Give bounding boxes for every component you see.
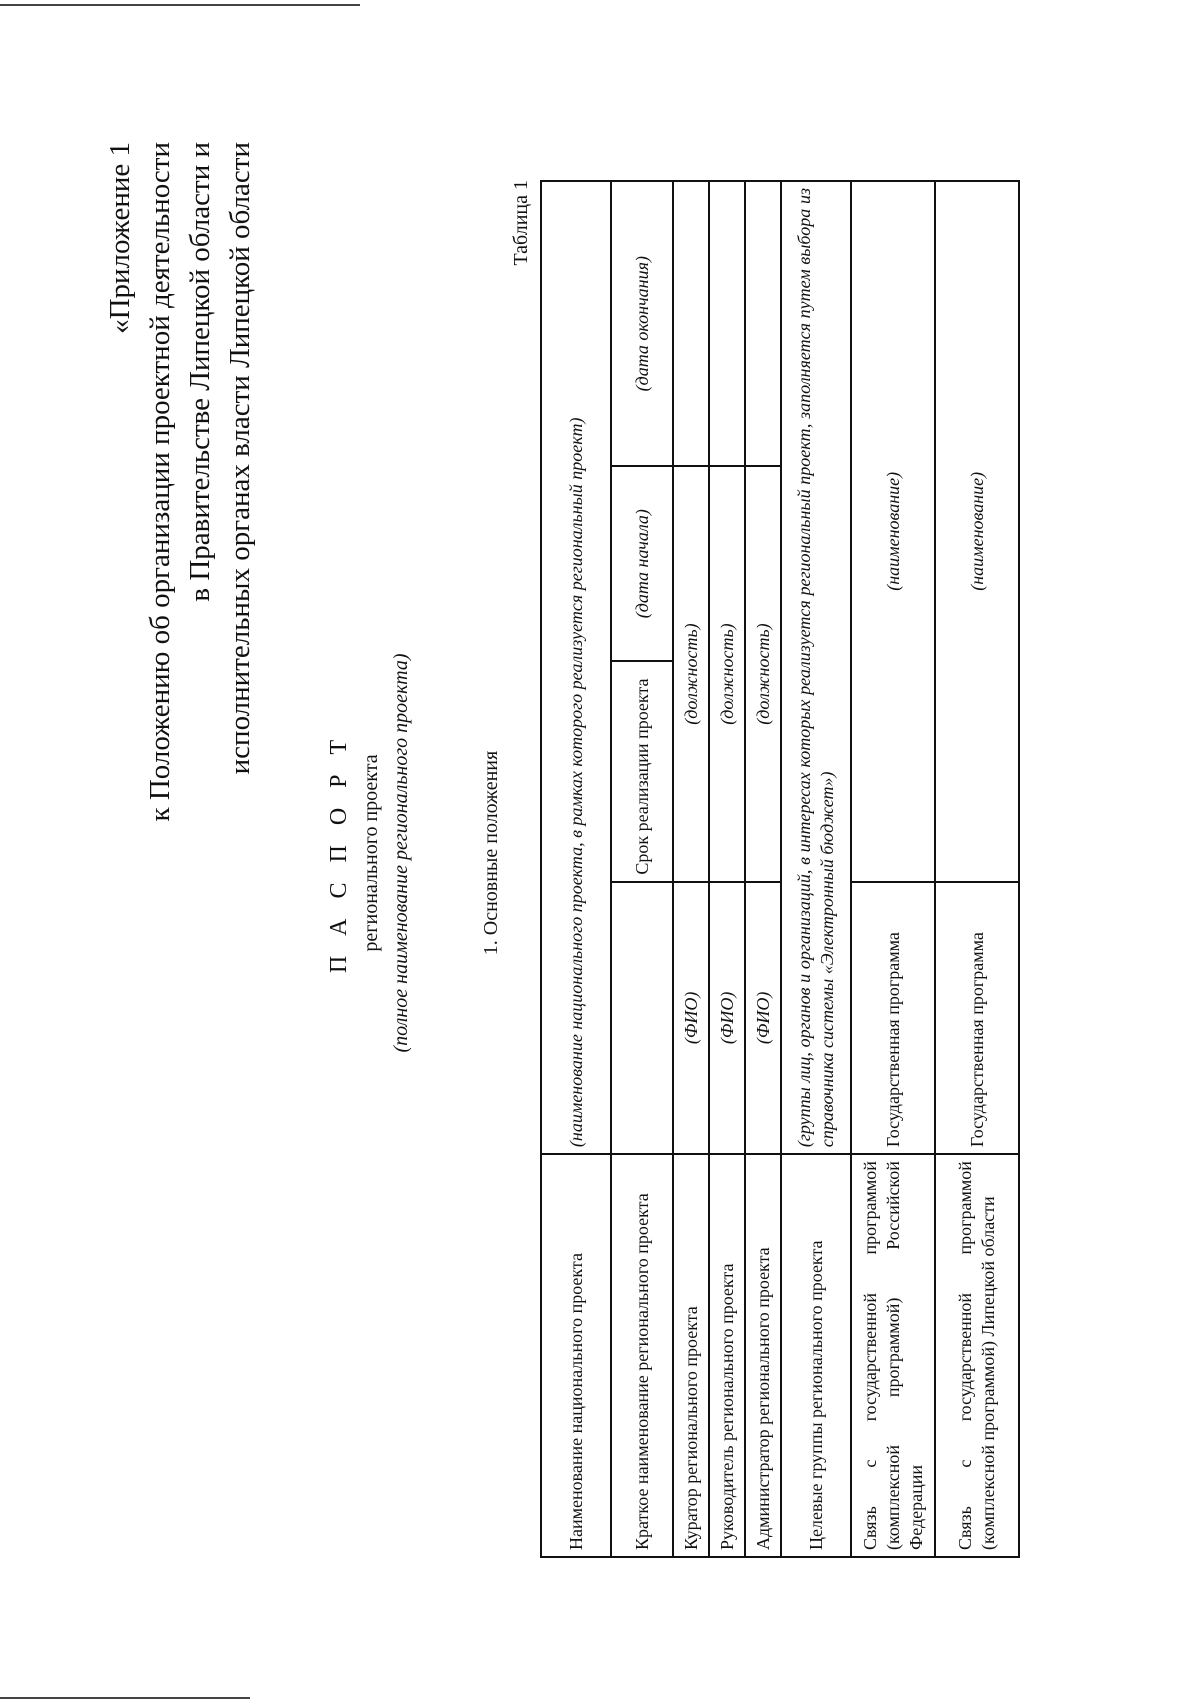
table-label: Таблица 1 bbox=[510, 180, 532, 266]
appendix-header bbox=[100, 142, 260, 822]
document-subtitle: регионального проекта bbox=[360, 754, 382, 952]
head-fio: (ФИО) bbox=[709, 882, 745, 1154]
head-label: Руководитель регионального проекта bbox=[709, 1154, 745, 1557]
end-date: (дата окончания) bbox=[611, 181, 673, 466]
short-name-value bbox=[611, 882, 673, 1154]
table-row bbox=[541, 181, 611, 1557]
regional-program-type: Государственная программа bbox=[935, 882, 1019, 1154]
federal-program-type: Государственная программа bbox=[851, 882, 935, 1154]
curator-fio: (ФИО) bbox=[673, 882, 709, 1154]
appendix-line-2: к Положению об организации проектной деятельности bbox=[144, 142, 176, 822]
appendix-line-4: исполнительных органах власти Липецкой области bbox=[224, 142, 256, 775]
table-row bbox=[611, 181, 673, 1557]
appendix-line-3: в Правительстве Липецкой области и bbox=[184, 142, 216, 602]
curator-label: Куратор регионального проекта bbox=[673, 1154, 709, 1557]
short-name-label: Краткое наименование регионального проекта bbox=[611, 1154, 673, 1557]
regional-program-name: (наименование) bbox=[935, 181, 1019, 882]
section-heading: 1. Основные положения bbox=[480, 750, 502, 956]
title-block bbox=[322, 0, 416, 1706]
target-groups-label: Целевые группы регионального проекта bbox=[781, 1154, 851, 1557]
target-groups-value: (группы лиц, органов и организаций, в интересах которых реализуется региональный проект, заполняется путем выбора из справочника системы «Электронный бюджет») bbox=[781, 181, 851, 1154]
admin-empty bbox=[745, 181, 781, 466]
national-project-label: Наименование национального проекта bbox=[541, 1154, 611, 1557]
term-label: Срок реализации проекта bbox=[611, 661, 673, 882]
table-row bbox=[781, 181, 851, 1557]
head-position: (должность) bbox=[709, 466, 745, 881]
curator-empty bbox=[673, 181, 709, 466]
document-title: П А С П О Р Т bbox=[326, 732, 352, 974]
head-empty bbox=[709, 181, 745, 466]
subtitle-note: (полное наименование регионального проекта) bbox=[390, 653, 412, 1053]
table-row bbox=[709, 181, 745, 1557]
admin-position: (должность) bbox=[745, 466, 781, 881]
federal-program-name: (наименование) bbox=[851, 181, 935, 882]
table-row bbox=[673, 181, 709, 1557]
admin-label: Администратор регионального проекта bbox=[745, 1154, 781, 1557]
start-date: (дата начала) bbox=[611, 466, 673, 661]
table-row bbox=[745, 181, 781, 1557]
appendix-line-1: «Приложение 1 bbox=[104, 142, 136, 334]
curator-position: (должность) bbox=[673, 466, 709, 881]
passport-table bbox=[540, 180, 1020, 1558]
table-row bbox=[851, 181, 935, 1557]
federal-program-label: Связь с государственной программой (комплексной программой) Российской Федерации bbox=[851, 1154, 935, 1557]
table-row bbox=[935, 181, 1019, 1557]
national-project-value: (наименование национального проекта, в рамках которого реализуется региональный проект) bbox=[541, 181, 611, 1154]
regional-program-label: Связь с государственной программой (комплексной программой) Липецкой области bbox=[935, 1154, 1019, 1557]
admin-fio: (ФИО) bbox=[745, 882, 781, 1154]
